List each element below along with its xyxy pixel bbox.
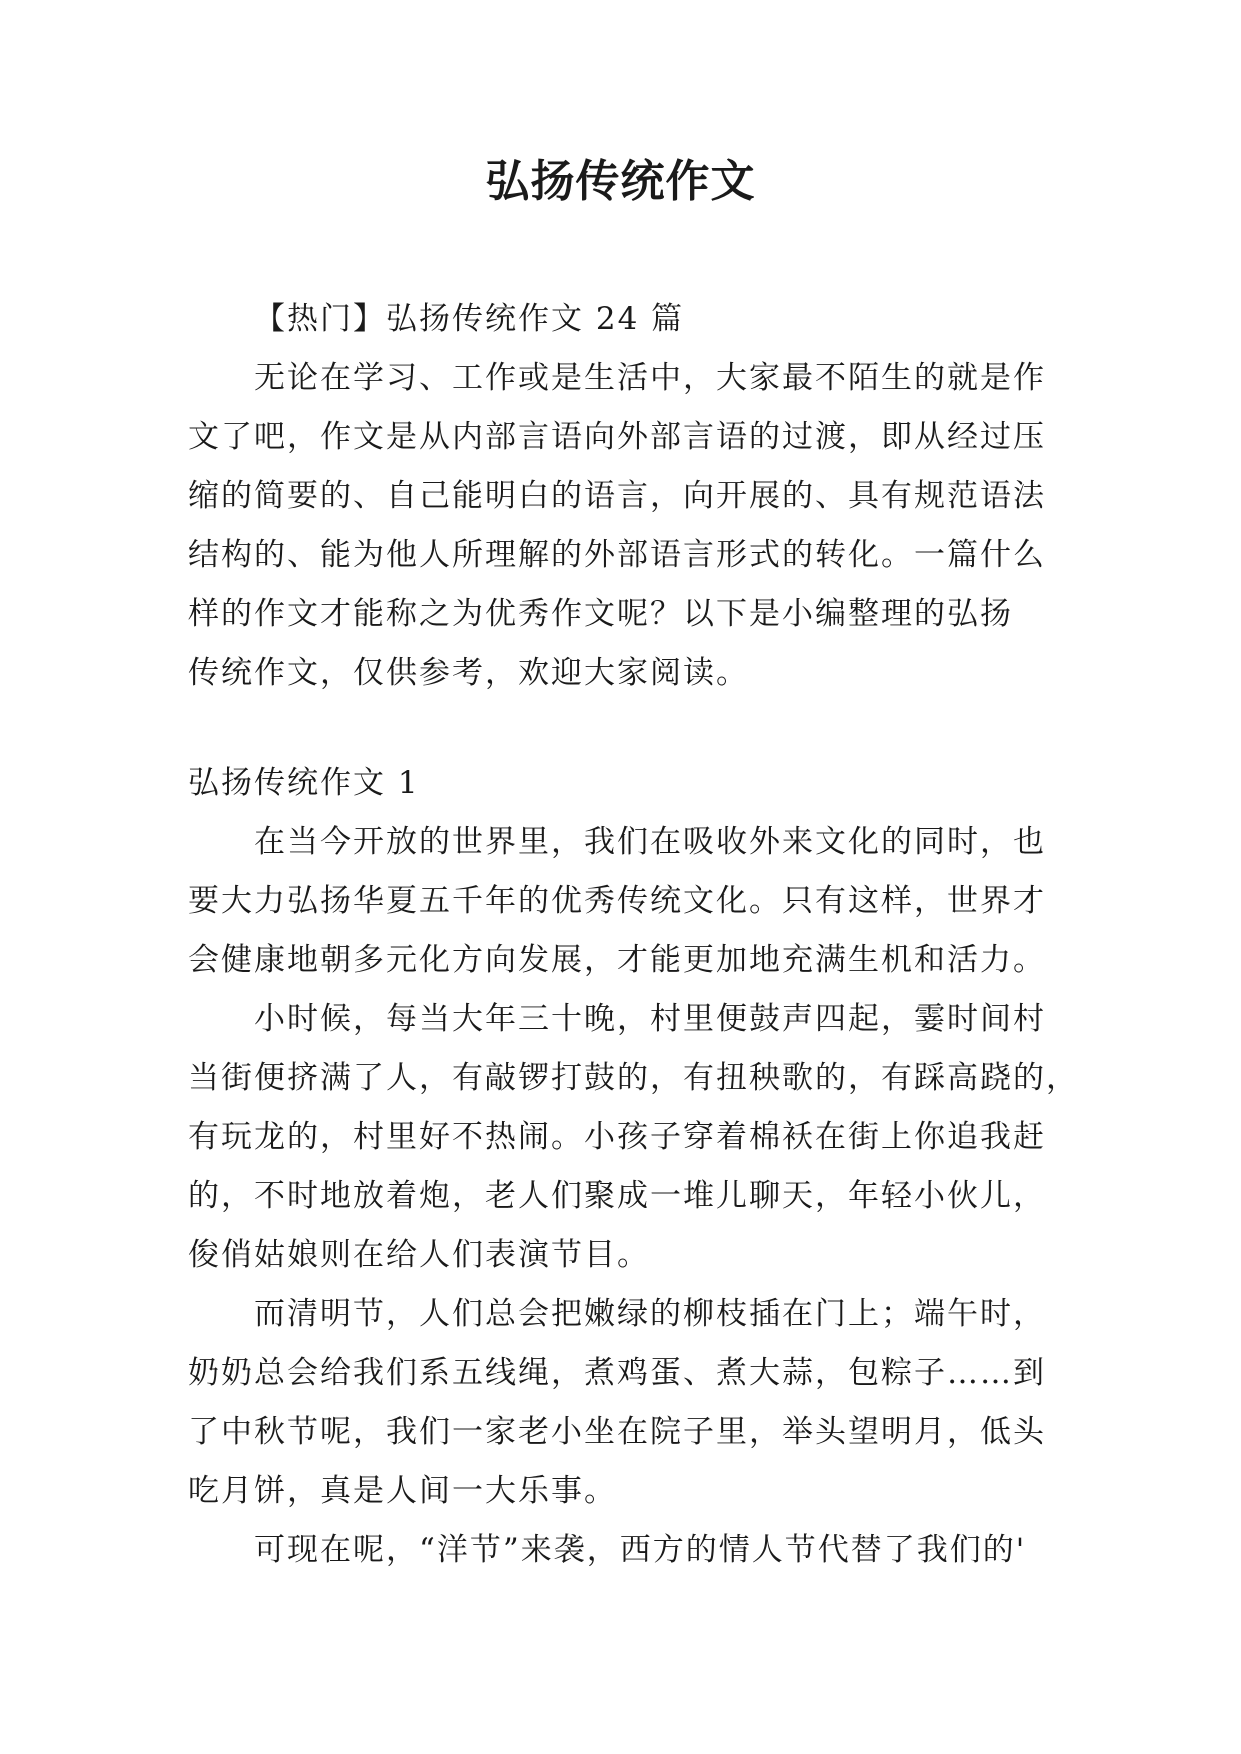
text-line: 结构的、能为他人所理解的外部语言形式的转化。一篇什么: [188, 537, 1046, 573]
text-line: 吃月饼，真是人间一大乐事。: [188, 1473, 617, 1509]
text-line: 而清明节，人们总会把嫩绿的柳枝插在门上；端午时，: [254, 1296, 1046, 1332]
text-line: 奶奶总会给我们系五线绳，煮鸡蛋、煮大蒜，包粽子……到: [188, 1355, 1046, 1391]
intro-paragraph: [188, 349, 1068, 703]
section-spacer: [188, 703, 1068, 754]
text-line: 在当今开放的世界里，我们在吸收外来文化的同时，也: [254, 824, 1046, 860]
text-line: 俊俏姑娘则在给人们表演节目。: [188, 1237, 650, 1273]
subtitle: 【热门】弘扬传统作文 24 篇: [254, 301, 685, 337]
text-line: 样的作文才能称之为优秀作文呢？以下是小编整理的弘扬: [188, 596, 1013, 632]
text-line: 有玩龙的，村里好不热闹。小孩子穿着棉袄在街上你追我赶: [188, 1119, 1046, 1155]
document-title: 弘扬传统作文: [485, 156, 756, 207]
text-line: 要大力弘扬华夏五千年的优秀传统文化。只有这样，世界才: [188, 883, 1046, 919]
text-line: 传统作文，仅供参考，欢迎大家阅读。: [188, 655, 749, 691]
text-line: 缩的简要的、自己能明白的语言，向开展的、具有规范语法: [188, 478, 1046, 514]
text-line: 了中秋节呢，我们一家老小坐在院子里，举头望明月，低头: [188, 1414, 1046, 1450]
text-line: 当街便挤满了人，有敲锣打鼓的，有扭秧歌的，有踩高跷的，: [188, 1060, 1079, 1096]
paragraph-4: [188, 1521, 1068, 1580]
text-line: 无论在学习、工作或是生活中，大家最不陌生的就是作: [254, 360, 1046, 396]
document-body: [188, 290, 1079, 1580]
text-line: 小时候，每当大年三十晚，村里便鼓声四起，霎时间村: [254, 1001, 1046, 1037]
text-line: 会健康地朝多元化方向发展，才能更加地充满生机和活力。: [188, 942, 1046, 978]
text-line: 的，不时地放着炮，老人们聚成一堆儿聊天，年轻小伙儿，: [188, 1178, 1046, 1214]
text-line: 文了吧，作文是从内部言语向外部言语的过渡，即从经过压: [188, 419, 1046, 455]
text-line: 可现在呢，“洋节”来袭，西方的情人节代替了我们的': [254, 1532, 1027, 1568]
paragraph-1: [188, 813, 1068, 990]
paragraph-2: [188, 990, 1079, 1285]
section-heading: 弘扬传统作文 1: [188, 765, 420, 801]
paragraph-3: [188, 1285, 1068, 1521]
